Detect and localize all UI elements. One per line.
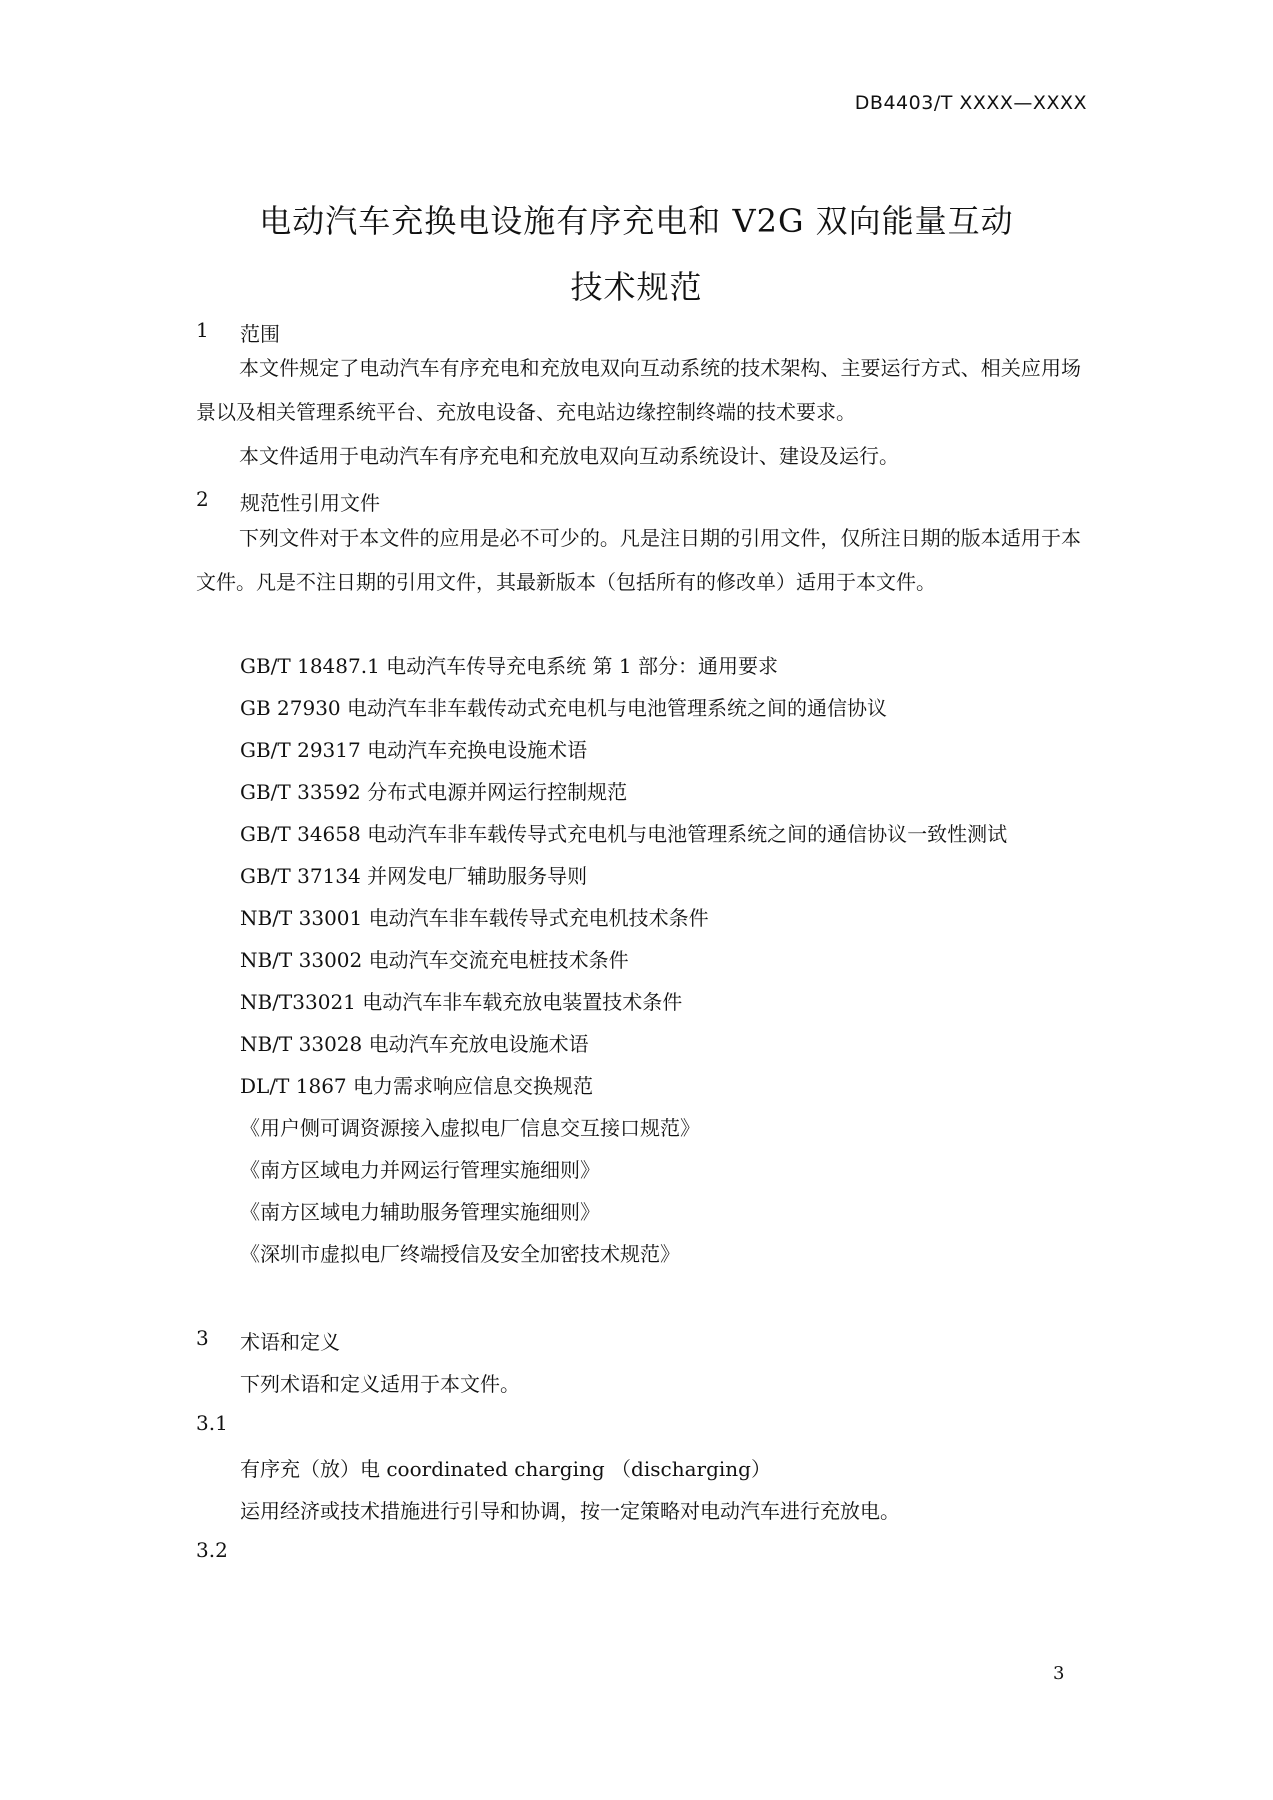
- document-title-line-1: 电动汽车充换电设施有序充电和 V2G 双向能量互动: [259, 202, 1014, 240]
- page-number: 3: [1053, 1663, 1065, 1684]
- reference-item: NB/T 33028 电动汽车充放电设施术语: [240, 1032, 589, 1056]
- document-code: DB4403/T XXXX—XXXX: [854, 92, 1087, 114]
- section-3-number: 3: [196, 1326, 209, 1350]
- section-3-title: 术语和定义: [240, 1330, 340, 1354]
- reference-item: GB/T 29317 电动汽车充换电设施术语: [240, 738, 588, 762]
- reference-item: 《南方区域电力辅助服务管理实施细则》: [240, 1200, 600, 1224]
- section-2-title: 规范性引用文件: [240, 491, 380, 515]
- reference-item: GB/T 37134 并网发电厂辅助服务导则: [240, 864, 588, 888]
- reference-item: NB/T 33001 电动汽车非车载传导式充电机技术条件: [240, 906, 709, 930]
- section-1-number: 1: [196, 318, 209, 342]
- section-1-paragraph-2: 本文件适用于电动汽车有序充电和充放电双向互动系统设计、建设及运行。: [239, 444, 899, 468]
- reference-item: GB/T 33592 分布式电源并网运行控制规范: [240, 780, 628, 804]
- reference-item: 《深圳市虚拟电厂终端授信及安全加密技术规范》: [240, 1242, 680, 1266]
- section-1-paragraph-1: 本文件规定了电动汽车有序充电和充放电双向互动系统的技术架构、主要运行方式、相关应用场景以及相关管理系统平台、充放电设备、充电站边缘控制终端的技术要求。: [196, 356, 1081, 424]
- section-1-title: 范围: [240, 322, 280, 346]
- term-number: 3.1: [196, 1411, 228, 1435]
- reference-item: NB/T 33002 电动汽车交流充电桩技术条件: [240, 948, 629, 972]
- reference-item: NB/T33021 电动汽车非车载充放电装置技术条件: [240, 990, 683, 1014]
- reference-item: GB/T 18487.1 电动汽车传导充电系统 第 1 部分：通用要求: [240, 654, 778, 678]
- term-title: 有序充（放）电 coordinated charging （discharging）: [240, 1457, 771, 1481]
- section-2-number: 2: [196, 487, 209, 511]
- term-definition: 运用经济或技术措施进行引导和协调，按一定策略对电动汽车进行充放电。: [240, 1499, 900, 1523]
- section-3-intro: 下列术语和定义适用于本文件。: [240, 1372, 520, 1396]
- reference-item: DL/T 1867 电力需求响应信息交换规范: [240, 1074, 594, 1098]
- section-2-intro: 下列文件对于本文件的应用是必不可少的。凡是注日期的引用文件，仅所注日期的版本适用于本文件。凡是不注日期的引用文件，其最新版本（包括所有的修改单）适用于本文件。: [196, 526, 1081, 594]
- reference-item: 《南方区域电力并网运行管理实施细则》: [240, 1158, 600, 1182]
- reference-item: GB 27930 电动汽车非车载传动式充电机与电池管理系统之间的通信协议: [240, 696, 888, 720]
- document-title-line-2: 技术规范: [570, 268, 703, 306]
- reference-item: GB/T 34658 电动汽车非车载传导式充电机与电池管理系统之间的通信协议一致性测试: [240, 822, 1008, 846]
- reference-item: 《用户侧可调资源接入虚拟电厂信息交互接口规范》: [240, 1116, 700, 1140]
- term-number: 3.2: [196, 1538, 228, 1562]
